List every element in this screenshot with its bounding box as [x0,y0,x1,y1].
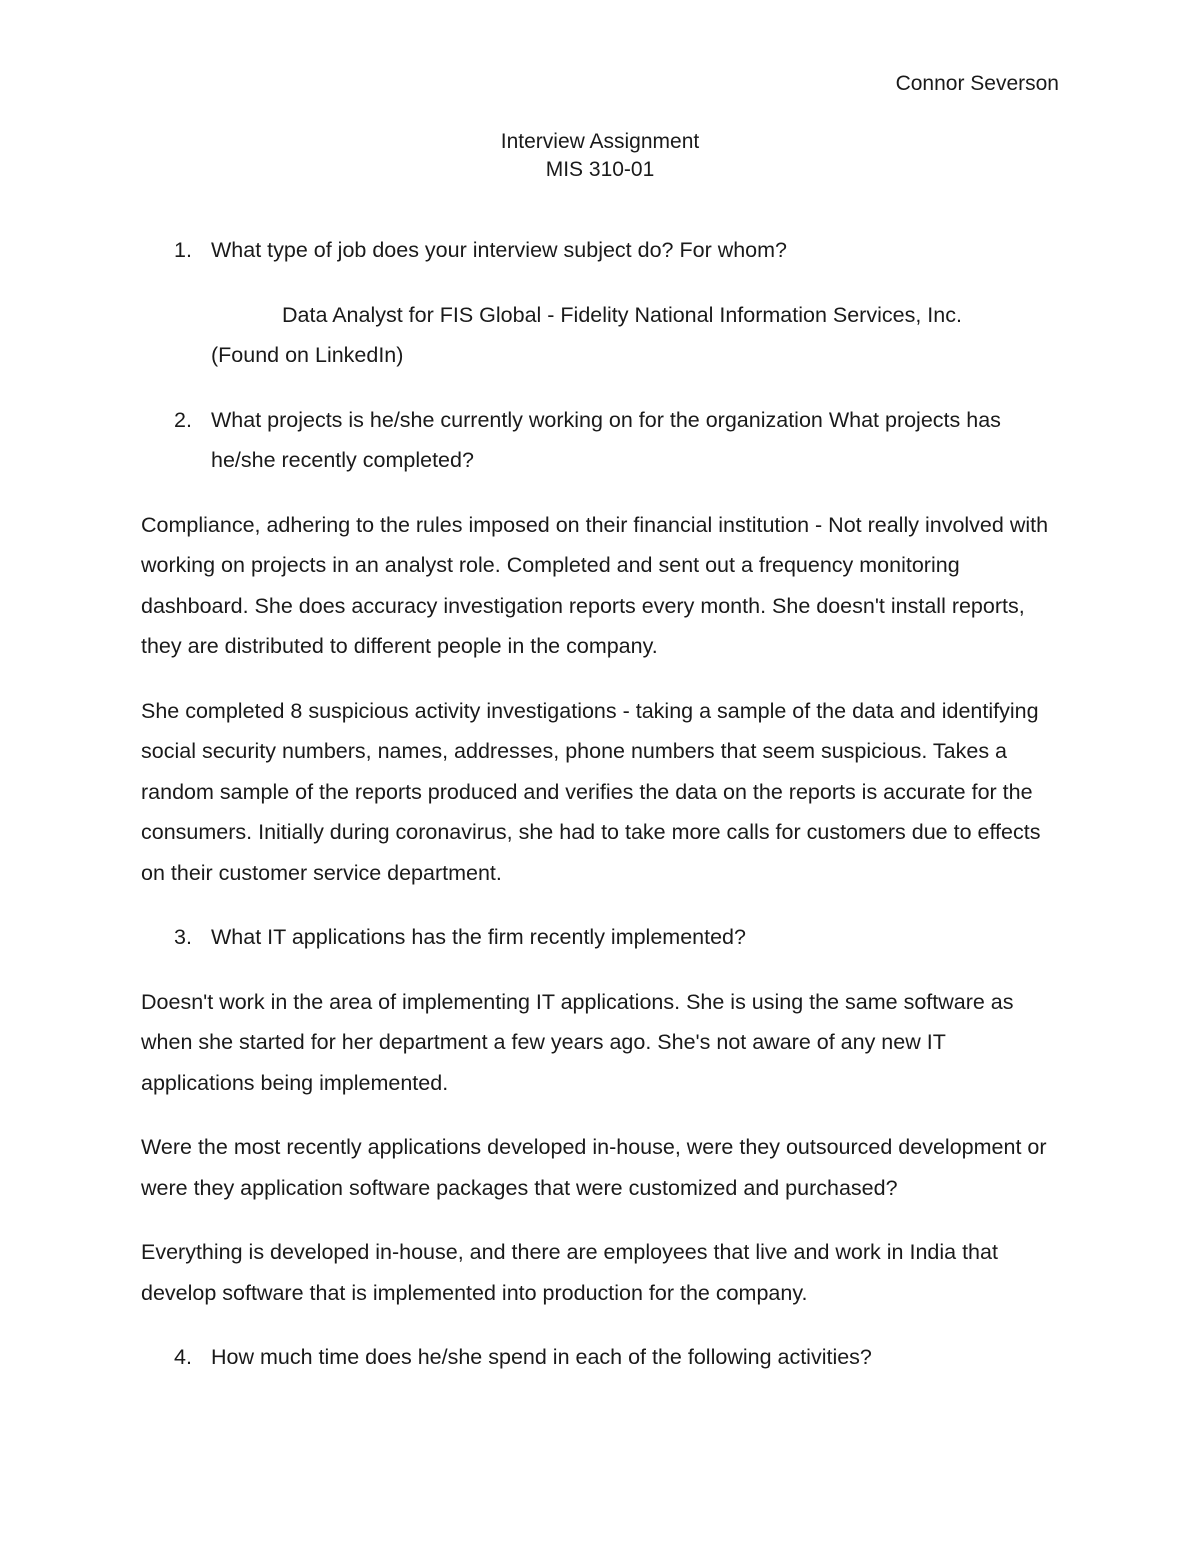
course-code: MIS 310-01 [545,158,655,181]
spacer [141,1208,1061,1232]
question-number: 3. [174,925,192,949]
question-4 [141,1337,1061,1378]
answer-2-paragraph-1: Compliance, adhering to the rules imposed on their financial institution - Not really involved with working on projects in an analyst role. Completed and sent out a frequency monitoring dashboard. She does accuracy investigation reports every month. She doesn't install reports, they are distributed to different people in the company. [141,512,1049,658]
document-body [141,230,1061,1378]
document-title: Interview Assignment [500,130,700,153]
spacer [141,1313,1061,1337]
answer-3-paragraph-1: Doesn't work in the area of implementing IT applications. She is using the same software as when she started for her department a few years ago. She's not aware of any new IT applications being implemented. [141,989,1014,1095]
question-1 [141,230,1061,271]
question-number: 1. [174,238,192,262]
spacer [141,893,1061,917]
author-name: Connor Severson [895,72,1059,95]
question-text: How much time does he/she spend in each of the following activities? [211,1345,872,1369]
answer-3-paragraph-2: Everything is developed in-house, and there are employees that live and work in India that develop software that is implemented into production for the company. [141,1240,998,1305]
question-text: What projects is he/she currently working on for the organization What projects has he/she recently completed? [211,407,1001,472]
question-2 [141,400,1061,481]
title-block [0,128,1200,184]
followup-question: Were the most recently applications developed in-house, were they outsourced development or were they application software packages that were customized and purchased? [141,1135,1047,1200]
spacer [141,1103,1061,1127]
question-3 [141,917,1061,958]
question-number: 2. [174,407,192,432]
question-number: 4. [174,1345,192,1369]
answer-1-line-1: Data Analyst for FIS Global - Fidelity National Information Services, Inc. [282,302,962,327]
question-text: What IT applications has the firm recently implemented? [211,925,746,949]
answer-1 [141,295,1061,376]
spacer [141,271,1061,295]
answer-1-line-2: (Found on LinkedIn) [211,343,404,367]
spacer [141,667,1061,691]
answer-2-paragraph-2: She completed 8 suspicious activity investigations - taking a sample of the data and identifying social security numbers, names, addresses, phone numbers that seem suspicious. Takes a random sample of the reports produced and verifies the data on the reports is accurate for the consumers. Initially during coronavirus, she had to take more calls for customers due to effects on their customer service department. [141,698,1041,885]
spacer [141,958,1061,982]
spacer [141,481,1061,505]
spacer [141,376,1061,400]
question-text: What type of job does your interview subject do? For whom? [211,238,788,262]
